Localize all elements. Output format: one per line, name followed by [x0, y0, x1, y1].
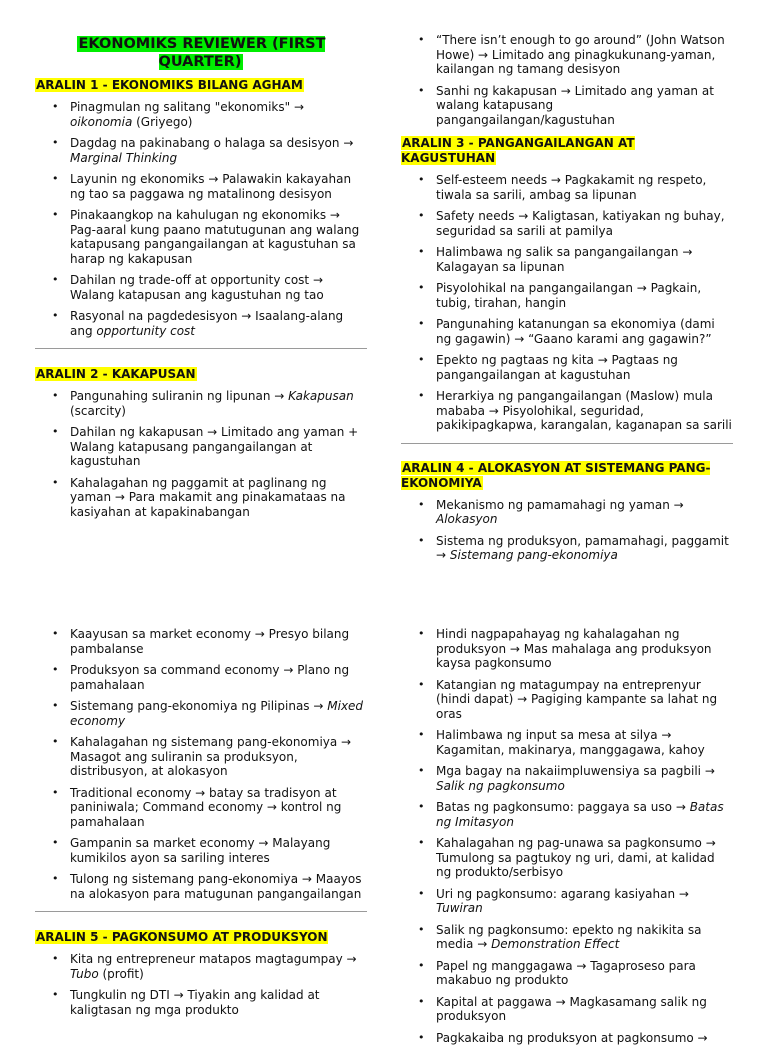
list-item-text: Uri ng pagkonsumo: agarang kasiyahan →	[436, 887, 689, 901]
list-item-text: Pangunahing katanungan sa ekonomiya (dami ng gagawin) → “Gaano karami ang gagawin?”	[436, 317, 715, 346]
list-item-emphasis: Marginal Thinking	[70, 151, 177, 165]
list-item-text: “There isn’t enough to go around” (John Watson Howe) → Limitado ang pinagkukunang-yaman, kailangan ng tamang desisyon	[436, 33, 725, 76]
list-item-emphasis: opportunity cost	[96, 324, 195, 338]
list-item	[35, 208, 367, 266]
column-bottom-right	[401, 627, 733, 1045]
list-item-text: Gampanin sa market economy → Malayang kumikilos ayon sa sariling interes	[70, 836, 330, 865]
list-item	[401, 281, 733, 310]
list-item	[35, 273, 367, 302]
document-title: EKONOMIKS REVIEWER (FIRST QUARTER)	[35, 35, 367, 71]
list-item	[35, 988, 367, 1017]
list-item	[401, 627, 733, 671]
list-item	[35, 389, 367, 418]
list-item-text: (scarcity)	[70, 404, 126, 418]
bullet-list	[35, 100, 367, 338]
column-top-right	[401, 33, 733, 563]
list-item-emphasis: Alokasyon	[436, 512, 498, 526]
list-item-text: Kahalagahan ng pag-unawa sa pagkonsumo → Tumulong sa pagtukoy ng uri, dami, at kalidad ng produkto/serbisyo	[436, 836, 716, 879]
list-item-text: Sanhi ng kakapusan → Limitado ang yaman at walang katapusang pangangailangan/kagustuhan	[436, 84, 714, 127]
list-item-text: Papel ng manggagawa → Tagaproseso para makabuo ng produkto	[436, 959, 696, 988]
list-item	[35, 872, 367, 901]
section-heading-aralin-5: ARALIN 5 - PAGKONSUMO AT PRODUKSYON	[35, 930, 367, 945]
list-item	[35, 100, 367, 129]
list-item-text: Pisyolohikal na pangangailangan → Pagkain, tubig, tirahan, hangin	[436, 281, 701, 310]
list-item-text: Sistema ng produksyon, pamamahagi, paggamit →	[436, 534, 729, 563]
list-item-emphasis: Tubo	[70, 967, 99, 981]
list-item	[35, 136, 367, 165]
list-item-text: Self-esteem needs → Pagkakamit ng respeto, tiwala sa sarili, ambag sa lipunan	[436, 173, 706, 202]
list-item-text: Kahalagahan ng paggamit at paglinang ng yaman → Para makamit ang pinakamataas na kasiyahan at kapakinabangan	[70, 476, 346, 519]
list-item	[401, 959, 733, 988]
list-item-text: Kaayusan sa market economy → Presyo bilang pambalanse	[70, 627, 349, 656]
list-item-emphasis: Batas ng Imitasyon	[436, 800, 724, 829]
list-item-text: Halimbawa ng salik sa pangangailangan → Kalagayan sa lipunan	[436, 245, 692, 274]
list-item	[35, 172, 367, 201]
list-item-text: Epekto ng pagtaas ng kita → Pagtaas ng pangangailangan at kagustuhan	[436, 353, 678, 382]
list-item-text: Tulong ng sistemang pang-ekonomiya → Maayos na alokasyon para matugunan pangangailangan	[70, 872, 362, 901]
list-item-text: Dahilan ng trade-off at opportunity cost → Walang katapusan ang kagustuhan ng tao	[70, 273, 324, 302]
list-item	[401, 84, 733, 128]
list-item-text: Kapital at paggawa → Magkasamang salik ng produksyon	[436, 995, 707, 1024]
section-heading-aralin-1: ARALIN 1 - EKONOMIKS BILANG AGHAM	[35, 78, 367, 93]
list-item-text: Katangian ng matagumpay na entreprenyur (hindi dapat) → Pagiging kampante sa lahat ng oras	[436, 678, 717, 721]
section-divider	[401, 443, 733, 444]
list-item	[401, 353, 733, 382]
list-item	[35, 663, 367, 692]
section-heading-aralin-3: ARALIN 3 - PANGANGAILANGAN AT KAGUSTUHAN	[401, 136, 733, 166]
bullet-list	[401, 173, 733, 433]
list-item-emphasis: Demonstration Effect	[491, 937, 619, 951]
list-item-emphasis: Mixed economy	[70, 699, 363, 728]
list-item	[401, 678, 733, 722]
list-item	[35, 425, 367, 469]
bullet-list	[401, 33, 733, 127]
list-item-text: Hindi nagpapahayag ng kahalagahan ng produksyon → Mas mahalaga ang produksyon kaysa pagkonsumo	[436, 627, 712, 670]
list-item-emphasis: Salik ng pagkonsumo	[436, 779, 565, 793]
list-item	[401, 534, 733, 563]
list-item-text: Batas ng pagkonsumo: paggaya sa uso →	[436, 800, 690, 814]
list-item	[401, 728, 733, 757]
list-item-text: Mga bagay na nakaiimpluwensiya sa pagbili →	[436, 764, 715, 778]
list-item	[401, 923, 733, 952]
list-item-text: Salik ng pagkonsumo: epekto ng nakikita sa media →	[436, 923, 701, 952]
list-item-text: Safety needs → Kaligtasan, katiyakan ng buhay, seguridad sa sarili at pamilya	[436, 209, 725, 238]
list-item	[35, 786, 367, 830]
list-item-emphasis: oikonomia	[70, 115, 132, 129]
list-item-text: Produksyon sa command economy → Plano ng pamahalaan	[70, 663, 349, 692]
list-item	[401, 33, 733, 77]
list-item	[401, 764, 733, 793]
list-item-text: Dagdag na pakinabang o halaga sa desisyon →	[70, 136, 353, 150]
list-item-text: Mekanismo ng pamamahagi ng yaman →	[436, 498, 684, 512]
list-item	[401, 836, 733, 880]
list-item-text: Layunin ng ekonomiks → Palawakin kakayahan ng tao sa paggawa ng matalinong desisyon	[70, 172, 351, 201]
section-divider	[35, 348, 367, 349]
list-item	[401, 498, 733, 527]
list-item	[35, 836, 367, 865]
list-item	[35, 952, 367, 981]
bullet-list	[35, 627, 367, 901]
list-item-text: (profit)	[99, 967, 144, 981]
section-heading-aralin-4: ARALIN 4 - ALOKASYON AT SISTEMANG PANG-EKONOMIYA	[401, 461, 733, 491]
list-item	[401, 887, 733, 916]
list-item	[401, 173, 733, 202]
list-item	[35, 476, 367, 520]
list-item-text: Dahilan ng kakapusan → Limitado ang yaman + Walang katapusang pangangailangan at kagustuhan	[70, 425, 358, 468]
list-item-text: Herarkiya ng pangangailangan (Maslow) mula mababa → Pisyolohikal, seguridad, pakikipagkapwa, karangalan, kaganapan sa sarili	[436, 389, 732, 432]
list-item-text: Tungkulin ng DTI → Tiyakin ang kalidad at kaligtasan ng mga produkto	[70, 988, 320, 1017]
list-item-text: Pinagmulan ng salitang "ekonomiks" →	[70, 100, 304, 114]
section-heading-aralin-2: ARALIN 2 - KAKAPUSAN	[35, 367, 367, 382]
section-divider	[35, 911, 367, 912]
list-item-emphasis: Kakapusan	[288, 389, 354, 403]
column-top-left	[35, 35, 367, 519]
bullet-list	[35, 952, 367, 1017]
list-item-text: Pangunahing suliranin ng lipunan →	[70, 389, 288, 403]
list-item	[35, 627, 367, 656]
list-item	[401, 389, 733, 433]
list-item	[35, 309, 367, 338]
list-item	[35, 699, 367, 728]
list-item-text: Traditional economy → batay sa tradisyon at paniniwala; Command economy → kontrol ng pamahalaan	[70, 786, 341, 829]
list-item-text: Halimbawa ng input sa mesa at silya → Kagamitan, makinarya, manggagawa, kahoy	[436, 728, 705, 757]
list-item-text: Pagkakaiba ng produksyon at pagkonsumo →	[436, 1031, 708, 1045]
bullet-list	[401, 627, 733, 1045]
list-item	[401, 1031, 733, 1045]
list-item-text: Kita ng entrepreneur matapos magtagumpay →	[70, 952, 357, 966]
list-item-text: Pinakaangkop na kahulugan ng ekonomiks → Pag-aaral kung paano matutugunan ang walang katapusang pangangailangan at kagustuhan sa harap ng kakapusan	[70, 208, 359, 266]
list-item-emphasis: Tuwiran	[436, 901, 483, 915]
list-item-emphasis: Sistemang pang-ekonomiya	[450, 548, 618, 562]
list-item	[401, 209, 733, 238]
column-bottom-left	[35, 627, 367, 1017]
list-item-text: Rasyonal na pagdedesisyon → Isaalang-alang ang	[70, 309, 343, 338]
list-item-text: Kahalagahan ng sistemang pang-ekonomiya → Masagot ang suliranin sa produksyon, distribusyon, at alokasyon	[70, 735, 351, 778]
list-item-text: Sistemang pang-ekonomiya ng Pilipinas →	[70, 699, 327, 713]
list-item	[401, 800, 733, 829]
list-item	[401, 245, 733, 274]
list-item	[401, 995, 733, 1024]
bullet-list	[401, 498, 733, 563]
list-item	[401, 317, 733, 346]
list-item-text: (Griyego)	[132, 115, 192, 129]
bullet-list	[35, 389, 367, 519]
list-item	[35, 735, 367, 779]
